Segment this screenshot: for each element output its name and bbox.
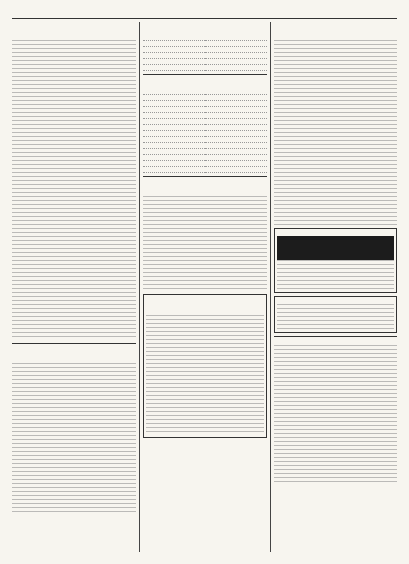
article-text-block: [12, 363, 136, 513]
section-divider: [143, 176, 267, 177]
header-rule: [12, 18, 397, 19]
column-left: [12, 22, 136, 552]
section-divider: [143, 74, 267, 75]
masthead: [12, 6, 397, 16]
column-middle: [143, 22, 267, 552]
section-heading: [12, 24, 136, 33]
section-heading: [143, 180, 267, 189]
article-text-block: [274, 40, 397, 225]
section-heading: [143, 78, 267, 87]
advertisement-box: [274, 228, 397, 293]
section-divider: [12, 343, 136, 344]
column-divider: [139, 22, 140, 552]
price-table: [143, 35, 267, 71]
section-heading: [12, 347, 136, 356]
table-value-cell: [205, 167, 267, 173]
ad-text-block: [146, 315, 264, 435]
section-heading: [274, 24, 397, 33]
advertisement-box: [143, 294, 267, 438]
table-value-cell: [205, 65, 267, 71]
column-divider: [270, 22, 271, 552]
section-divider: [274, 336, 397, 337]
ad-text-block: [277, 260, 394, 290]
price-table: [143, 89, 267, 173]
ad-text-block: [277, 304, 394, 330]
section-heading: [143, 24, 267, 33]
table-label-cell: [143, 65, 205, 71]
table-row: [143, 167, 267, 173]
table-label-cell: [143, 167, 205, 173]
article-text-block: [274, 345, 397, 485]
advertisement-box: [274, 296, 397, 333]
column-right: [274, 22, 397, 552]
article-text-block: [143, 196, 267, 291]
ad-banner-image: [277, 236, 394, 260]
table-row: [143, 65, 267, 71]
article-text-block: [12, 40, 136, 340]
ad-heading: [146, 299, 264, 308]
